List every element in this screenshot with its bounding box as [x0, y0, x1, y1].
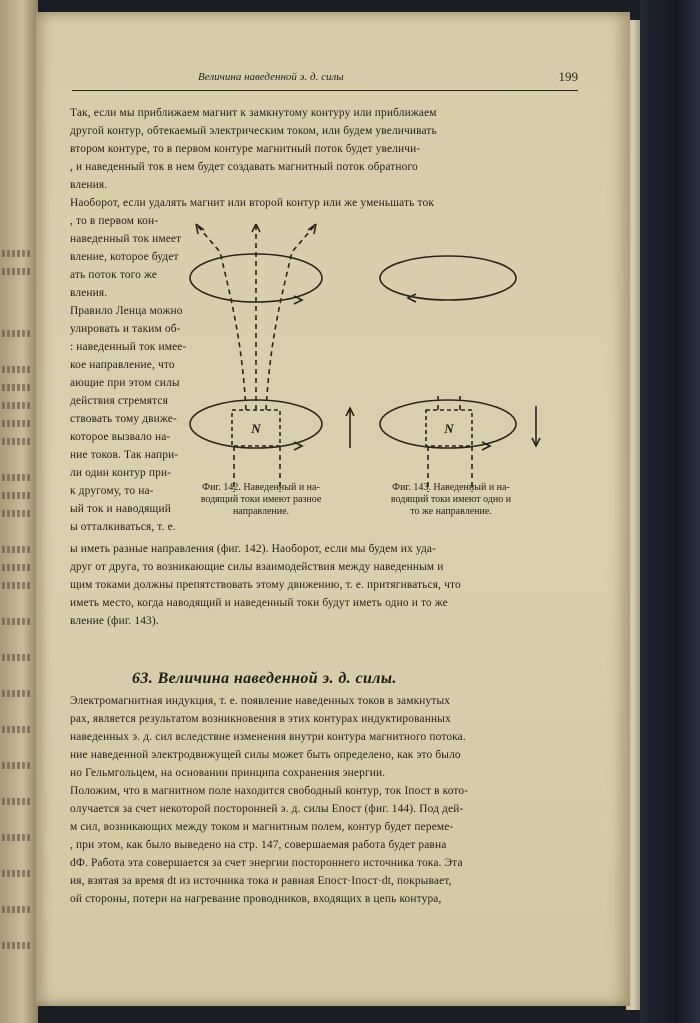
current-arrow-142 [294, 442, 302, 450]
caption-line: направление. [232, 506, 290, 517]
text-line: рах, является результатом возникновения в этих контурах индуктированных [70, 713, 451, 725]
magnet-n-label-142: N [251, 421, 261, 436]
text-line: втором контуре, то в первом контуре магнитный поток будет увеличи- [70, 143, 421, 155]
text-line: Правило Ленца можно [70, 305, 183, 317]
text-line: которое вызвало на- [70, 431, 171, 443]
text-line: ствовать тому движе- [70, 413, 177, 425]
caption-line: водящий токи имеют разное [200, 494, 322, 505]
magnet-n-label-143: N [444, 421, 454, 436]
page-number: 199 [558, 69, 578, 84]
text-line: щим токами должны препятствовать этому движению, т. е. притягиваться, что [70, 579, 461, 591]
text-line: вления. [70, 287, 108, 299]
motion-arrow-up [346, 408, 354, 448]
text-line: друг от друга, то возникающие силы взаимодействия между наведенным и [70, 561, 444, 573]
text-line: Электромагнитная индукция, т. е. появление наведенных токов в замкнутых [70, 695, 451, 707]
running-title: Величина наведенной э. д. силы [198, 71, 344, 83]
text-line: , при этом, как было выведено на стр. 147, совершаемая работа будет равна [70, 839, 447, 851]
section-title: 63. Величина наведенной э. д. силы. [132, 670, 397, 687]
text-line: ы отталкиваться, т. е. [70, 521, 176, 533]
text-line: вления. [70, 179, 108, 191]
text-line: , то в первом кон- [70, 215, 159, 227]
text-line: ой стороны, потери на нагревание проводников, входящих в цепь контура, [70, 893, 442, 905]
figure-143 [380, 256, 540, 492]
motion-arrow-down [532, 406, 540, 446]
text-line: ающие при этом силы [70, 377, 180, 389]
caption-fig-142 [186, 482, 336, 518]
text-line: : наведенный ток имее- [70, 341, 187, 353]
text-line: наведенный ток имеет [70, 233, 182, 245]
previous-page-edge [0, 0, 38, 1023]
current-arrow-142 [294, 296, 302, 304]
text-line: dФ. Работа эта совершается за счет энергии постороннего источника тока. Эта [70, 857, 463, 869]
text-line: ли один контур при- [70, 467, 172, 479]
text-line: Наоборот, если удалять магнит или второй контур или же уменьшать ток [70, 197, 435, 209]
text-line: ия, взятая за время dt из источника тока и равная Eпост·Iпост·dt, покрывает, [70, 875, 452, 887]
caption-line: то же направление. [410, 506, 492, 517]
book-cover [640, 0, 700, 1023]
text-line: вление, которое будет [70, 251, 179, 263]
text-line: Так, если мы приближаем магнит к замкнутому контуру или приближаем [70, 107, 437, 119]
text-line: другой контур, обтекаемый электрическим током, или будем увеличивать [70, 125, 437, 137]
text-line: наведенных э. д. сил вследствие изменения внутри контура магнитного потока. [70, 731, 466, 743]
text-line: ый ток и наводящий [70, 503, 171, 515]
text-line: , и наведенный ток в нем будет создавать магнитный поток обратного [70, 161, 418, 173]
text-line: кое направление, что [70, 359, 175, 371]
upper-loop-143 [380, 256, 516, 300]
text-line: улировать и таким об- [70, 323, 181, 335]
text-line: но Гельмгольцем, на основании принципа сохранения энергии. [70, 767, 386, 779]
caption-fig-143 [376, 482, 526, 518]
text-line: олучается за счет некоторой посторонней э. д. силы Eпост (фиг. 144). Под дей- [70, 803, 464, 815]
caption-line: Фиг. 142. Наведенный и на- [202, 482, 320, 493]
text-line: вление (фиг. 143). [70, 615, 159, 627]
text-line: к другому, то на- [70, 485, 154, 497]
caption-line: Фиг. 143. Наведенный и на- [392, 482, 510, 493]
text-line: ние наведенной электродвижущей силы может быть определено, как это было [70, 749, 461, 761]
text-line: действия стремятся [70, 395, 169, 407]
text-line: ние токов. Так напри- [70, 449, 179, 461]
text-line: иметь место, когда наводящий и наведенный токи будут иметь одно и то же [70, 597, 448, 609]
text-line: ы иметь разные направления (фиг. 142). Наоборот, если мы будем их уда- [70, 543, 437, 555]
text-line: ать поток того же [70, 269, 158, 281]
figures-142-143 [36, 12, 630, 532]
book-page [36, 12, 630, 1006]
caption-line: водящий токи имеют одно и [390, 494, 512, 505]
text-line: м сил, возникающих между током и магнитным полем, контур будет переме- [70, 821, 454, 833]
text-line: Положим, что в магнитном поле находится свободный контур, ток Iпост в кото- [70, 785, 469, 797]
figure-142 [190, 224, 354, 492]
field-lines-142 [196, 224, 316, 492]
